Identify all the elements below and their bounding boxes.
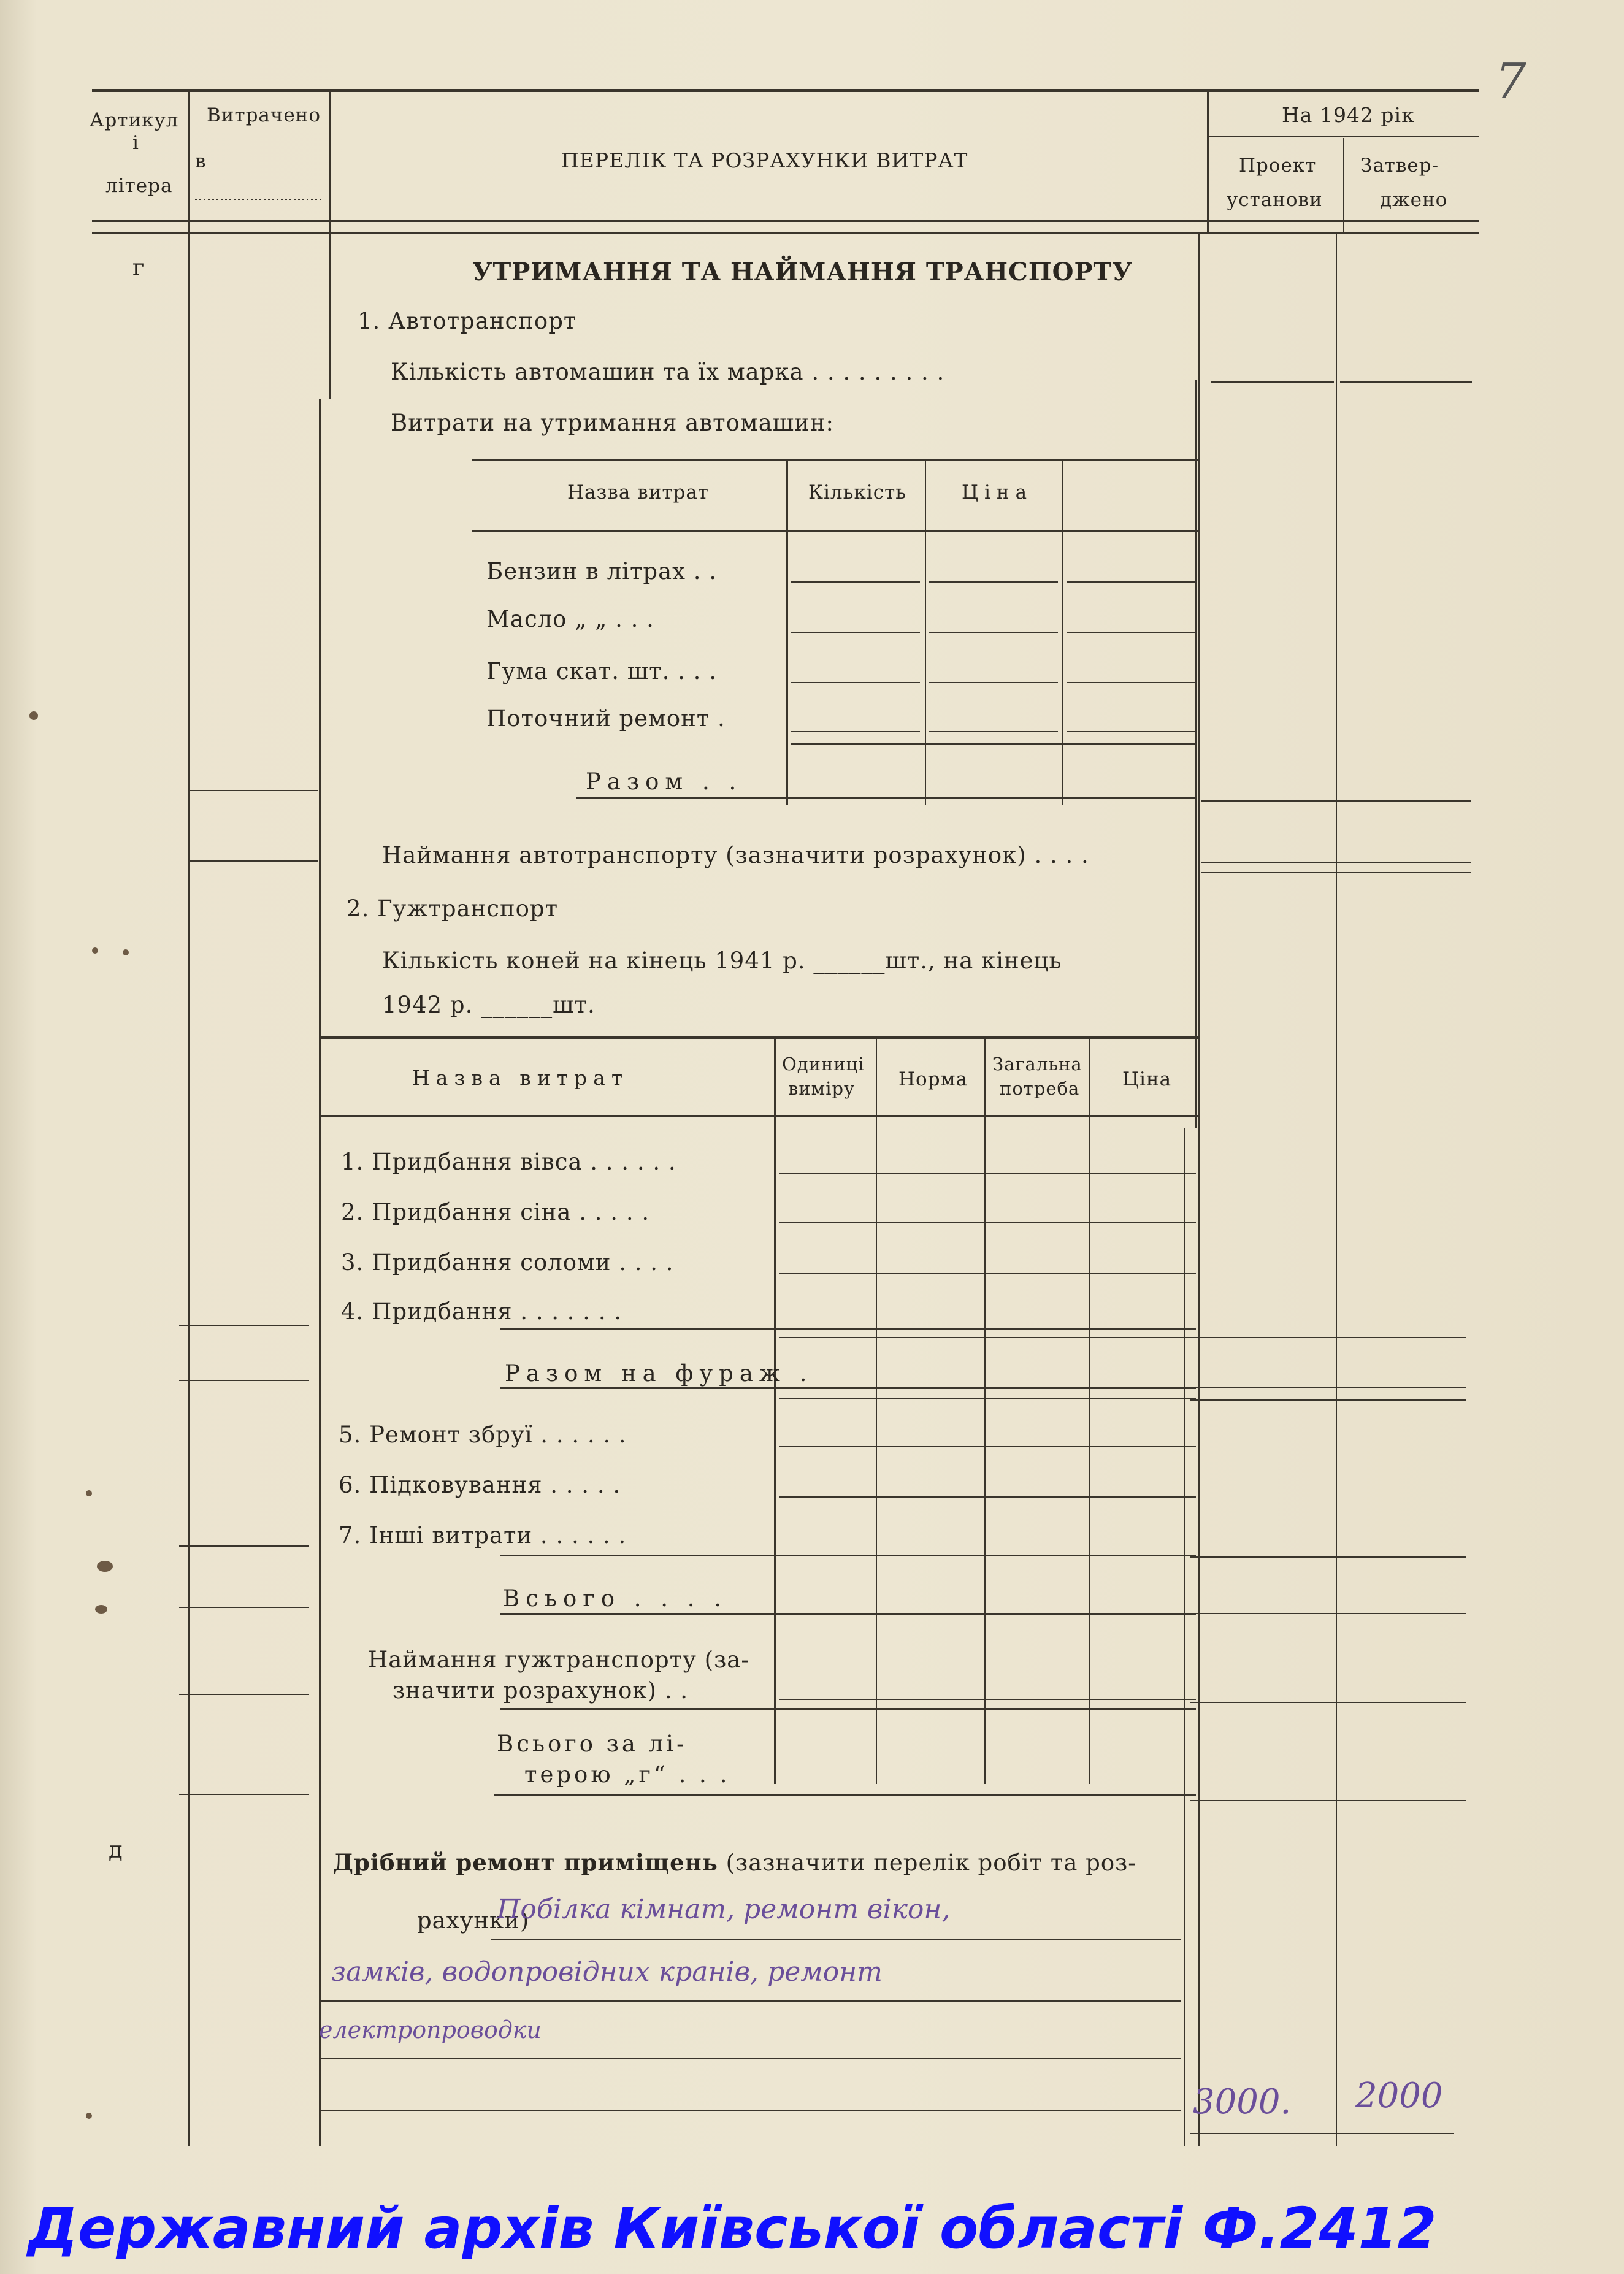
auto-head-qty: Кількість — [808, 481, 907, 503]
horse-table-head-bottom — [319, 1115, 1198, 1117]
col-line-text-right-lower — [1184, 1128, 1185, 2146]
corner-page-number: 7 — [1495, 52, 1526, 109]
letter-g: г — [132, 255, 145, 281]
horse-hire-1: Наймання гужтранспорту (за- — [368, 1647, 749, 1673]
auto-total-rule-2 — [791, 743, 1196, 745]
col-approved-1: Затвер- — [1360, 155, 1439, 177]
auto-cell-rule — [929, 581, 1058, 583]
repair-label-bold: Дрібний ремонт приміщень — [333, 1849, 718, 1876]
repair-handwritten-3: електропроводки — [319, 2016, 542, 2043]
header-bottom-rule-2 — [92, 232, 1479, 234]
project-rule — [1190, 2133, 1454, 2134]
binding-hole — [123, 949, 129, 955]
auto-costs-line: Витрати на утримання автомашин: — [391, 410, 834, 436]
auto-cell-rule — [791, 682, 920, 683]
col-line-left — [188, 233, 190, 2146]
auto-row-petrol: Бензин в літрах . . — [486, 558, 718, 584]
horse-all-total: Всього . . . . — [503, 1585, 728, 1612]
project-rule — [1201, 800, 1471, 802]
horse-table-col — [1089, 1039, 1090, 1784]
auto-row-repair: Поточний ремонт . — [486, 705, 726, 732]
auto-cell-rule — [1067, 581, 1196, 583]
binding-hole — [92, 948, 98, 954]
spent-rule — [179, 1694, 309, 1695]
col-spent: Витрачено — [207, 104, 321, 126]
horse-row-other: 7. Інші витрати . . . . . . — [339, 1522, 627, 1549]
horse-row-hay: 2. Придбання сіна . . . . . — [341, 1199, 650, 1225]
binding-hole — [95, 1605, 107, 1614]
col-line-spent-lower — [319, 399, 321, 2146]
col-line-project — [1198, 233, 1200, 2146]
auto-table-head-bottom — [472, 530, 1199, 532]
repair-label-rest-2: рахунки) — [417, 1907, 530, 1934]
col-approved-2: джено — [1380, 189, 1448, 211]
horse-row-shoeing: 6. Підковування . . . . . — [339, 1472, 621, 1498]
auto-table-col — [1062, 461, 1063, 805]
horse-letter-total-1: Всього за лі- — [497, 1731, 688, 1757]
horse-cell-rule — [779, 1398, 1196, 1399]
section-title: УТРИМАННЯ ТА НАЙМАННЯ ТРАНСПОРТУ — [472, 258, 1133, 286]
archive-watermark: Державний архів Київської області Ф.2412 — [28, 2196, 1437, 2261]
auto-head-price: Ціна — [962, 481, 1033, 503]
repair-label — [333, 1849, 1136, 1876]
repair-project-value: 3000. — [1193, 2082, 1292, 2122]
col-line-approved — [1336, 233, 1337, 2146]
horse-cell-rule — [500, 1387, 1196, 1389]
col-article-3: літера — [105, 175, 173, 197]
project-rule — [1201, 862, 1471, 863]
auto-cell-rule — [929, 632, 1058, 633]
auto-row-tyres: Гума скат. шт. . . . — [486, 658, 717, 684]
horse-cell-rule — [500, 1708, 1196, 1710]
repair-label-rest-1: (зазначити перелік робіт та роз- — [726, 1850, 1136, 1876]
approved-rule — [1340, 381, 1472, 383]
horse-cell-rule — [779, 1699, 1196, 1700]
horse-count-2: 1942 р. ______шт. — [382, 992, 596, 1018]
spent-rule — [179, 1380, 309, 1381]
horse-head-name: Назва витрат — [412, 1066, 629, 1090]
letter-d: д — [109, 1837, 123, 1863]
horse-row-harness: 5. Ремонт збруї . . . . . . — [339, 1422, 627, 1448]
binding-hole — [97, 1561, 113, 1572]
horse-table-col — [876, 1039, 877, 1784]
horse-row-other-purchase: 4. Придбання . . . . . . . — [341, 1298, 622, 1325]
spent-rule — [179, 1607, 309, 1608]
auto-table-col — [925, 461, 926, 805]
project-rule — [1190, 1702, 1466, 1703]
horse-cell-rule — [779, 1273, 1196, 1274]
spent-rule — [179, 1325, 309, 1326]
col-year: На 1942 рік — [1282, 103, 1415, 127]
horse-fodder-total: Разом на фураж . — [505, 1360, 813, 1387]
horse-count-1: Кількість коней на кінець 1941 р. ______шт., на кінець — [382, 948, 1062, 974]
horse-head-total-1: Загальна — [992, 1054, 1082, 1074]
header-divider-1 — [188, 91, 190, 233]
repair-handwritten-2: замків, водопровідних кранів, ремонт — [331, 1956, 883, 1988]
horse-letter-total-2: терою „г“ . . . — [524, 1761, 730, 1788]
col-project-2: установи — [1227, 189, 1323, 211]
header-top-rule — [92, 89, 1479, 92]
horse-cell-rule — [779, 1222, 1196, 1223]
auto-cell-rule — [791, 581, 920, 583]
binding-hole — [29, 711, 38, 720]
project-rule — [1190, 1337, 1466, 1338]
auto-cell-rule — [791, 731, 920, 732]
horse-head-units-2: виміру — [788, 1078, 856, 1099]
horse-cell-rule — [494, 1794, 1196, 1796]
auto-cell-rule — [1067, 632, 1196, 633]
auto-cell-rule — [791, 632, 920, 633]
auto-cell-rule — [1067, 731, 1196, 732]
auto-cell-rule — [929, 682, 1058, 683]
col-line-spent — [329, 233, 331, 399]
project-rule — [1190, 1556, 1466, 1558]
col-title: ПЕРЕЛІК ТА РОЗРАХУНКИ ВИТРАТ — [561, 148, 968, 172]
horse-table-col — [984, 1039, 986, 1784]
horse-head-price: Ціна — [1122, 1068, 1172, 1090]
header-divider-2 — [329, 91, 331, 233]
auto-table-col — [786, 461, 788, 805]
repair-line-3 — [319, 2058, 1181, 2059]
horse-cell-rule — [779, 1173, 1196, 1174]
auto-cell-rule — [1067, 682, 1196, 683]
binding-hole — [86, 2113, 92, 2119]
col-article-1: Артикул — [90, 109, 179, 131]
repair-line-1 — [491, 1939, 1181, 1940]
auto-row-oil: Масло „ „ . . . — [486, 606, 654, 632]
auto-count-line: Кількість автомашин та їх марка . . . . . . . . . — [391, 359, 945, 385]
project-rule — [1211, 381, 1334, 383]
auto-total-rule — [576, 797, 1196, 799]
horse-cell-rule — [779, 1496, 1196, 1498]
auto-hire: Наймання автотранспорту (зазначити розрахунок) . . . . — [382, 842, 1089, 868]
col-project-1: Проект — [1239, 155, 1317, 177]
horse-head-total-2: потреба — [1000, 1078, 1080, 1099]
col-article-2: і — [132, 132, 139, 154]
spent-dotted-2 — [195, 199, 322, 200]
header-divider-4 — [1343, 138, 1344, 233]
project-rule — [1190, 1399, 1466, 1401]
header-divider-3 — [1207, 91, 1209, 233]
binding-hole — [86, 1490, 92, 1496]
horse-head-norm: Норма — [898, 1068, 968, 1090]
auto-total: Разом . . — [586, 768, 743, 795]
auto-table-top — [472, 459, 1199, 461]
spent-rule — [179, 1794, 309, 1795]
header-year-rule — [1207, 136, 1479, 137]
horse-cell-rule — [779, 1337, 1196, 1338]
auto-cell-rule — [929, 731, 1058, 732]
repair-handwritten-1: Побілка кімнат, ремонт вікон, — [497, 1894, 951, 1925]
repair-line-2 — [319, 2000, 1181, 2002]
spent-rule — [179, 1545, 309, 1547]
repair-line-4 — [319, 2110, 1181, 2111]
horse-heading: 2. Гужтранспорт — [347, 895, 559, 922]
auto-heading: 1. Автотранспорт — [358, 308, 577, 334]
horse-table-col — [774, 1039, 776, 1784]
horse-cell-rule — [779, 1446, 1196, 1447]
project-rule — [1201, 872, 1471, 873]
horse-cell-rule — [500, 1328, 1196, 1330]
project-rule — [1190, 1613, 1466, 1614]
horse-cell-rule — [500, 1555, 1196, 1556]
horse-row-straw: 3. Придбання соломи . . . . — [341, 1249, 674, 1276]
repair-approved-value: 2000 — [1355, 2076, 1443, 2116]
project-rule — [1190, 1800, 1466, 1801]
horse-cell-rule — [500, 1613, 1196, 1615]
col-spent-in: в — [195, 150, 207, 172]
header-bottom-rule — [92, 220, 1479, 222]
horse-head-units-1: Одиниці — [782, 1054, 865, 1074]
auto-head-name: Назва витрат — [567, 481, 709, 503]
horse-row-oats: 1. Придбання вівса . . . . . . — [341, 1149, 676, 1175]
horse-table-top — [319, 1036, 1198, 1039]
spent-rule — [188, 790, 318, 791]
horse-hire-2: значити розрахунок) . . — [393, 1677, 688, 1704]
project-rule — [1190, 1387, 1466, 1388]
spent-rule — [188, 860, 318, 862]
col-line-text-right — [1195, 380, 1197, 1128]
